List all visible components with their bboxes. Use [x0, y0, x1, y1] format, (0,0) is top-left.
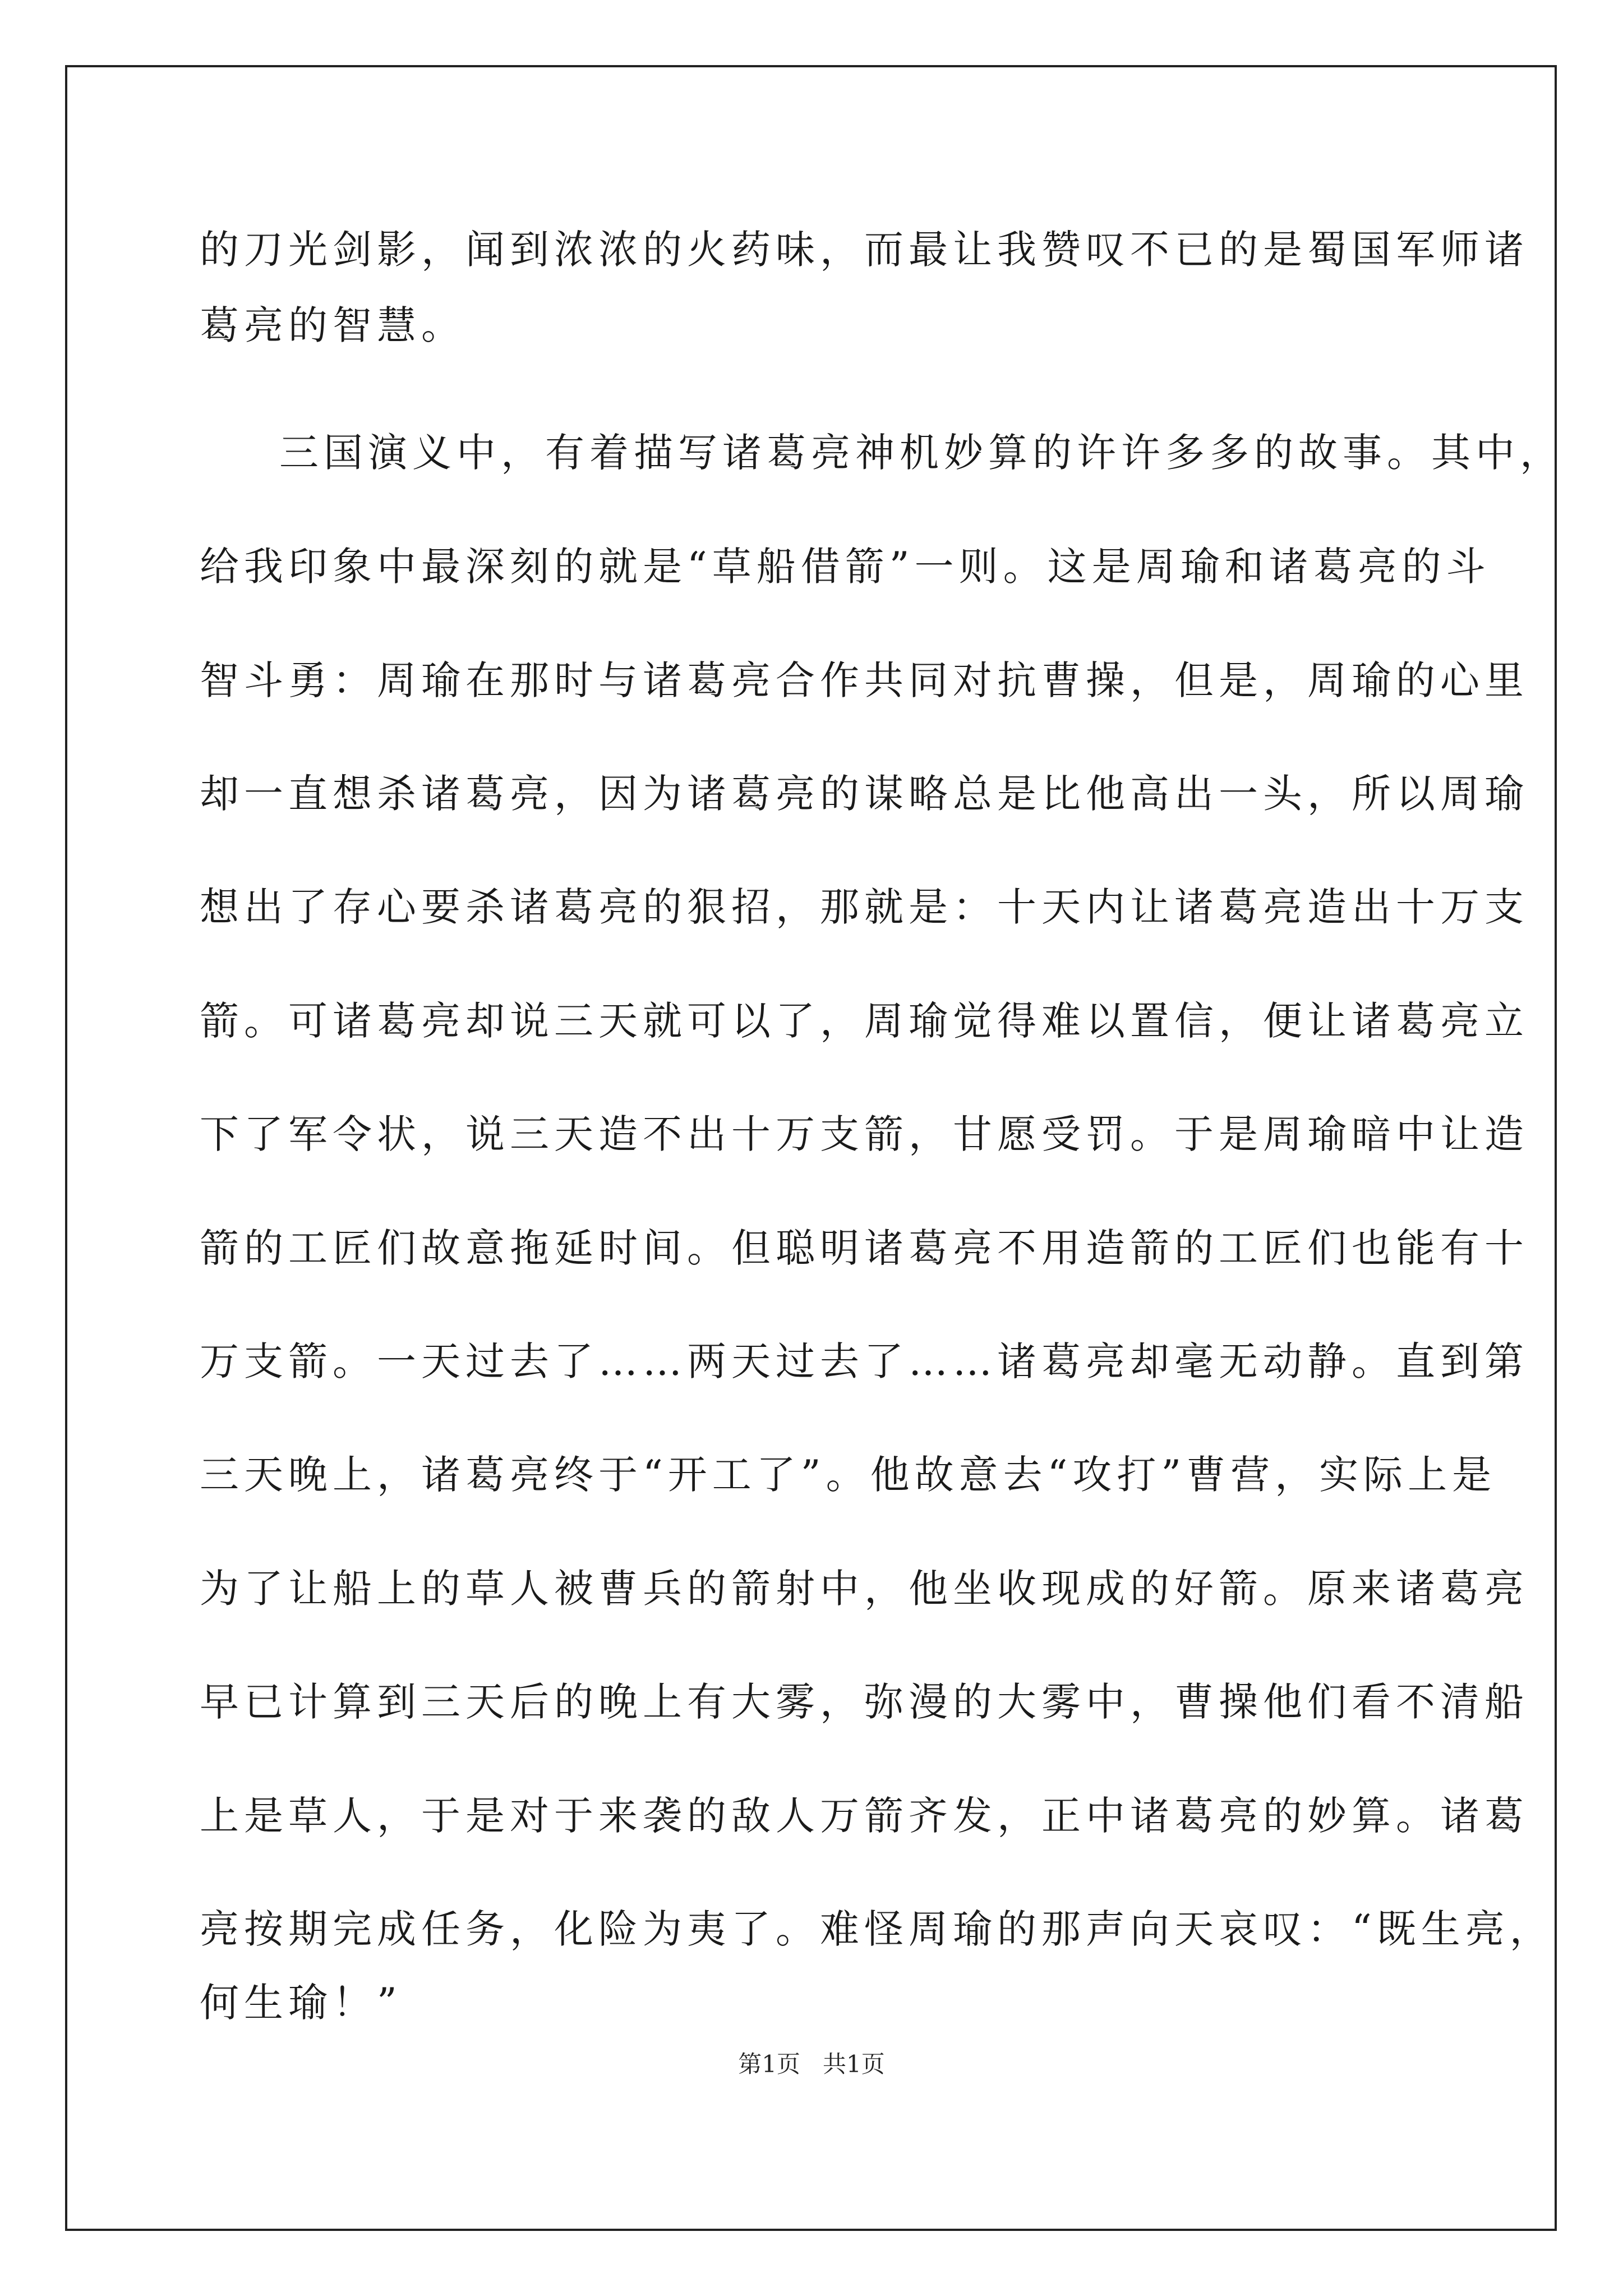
text-line: 万支箭。一天过去了……两天过去了……诸葛亮却毫无动静。直到第	[200, 1338, 1529, 1384]
text-line: 葛亮的智慧。	[200, 302, 465, 348]
text-line: 亮按期完成任务，化险为夷了。难怪周瑜的那声向天哀叹：“既生亮，	[200, 1906, 1554, 1952]
text-line: 箭的工匠们故意拖延时间。但聪明诸葛亮不用造箭的工匠们也能有十	[200, 1225, 1529, 1271]
text-line: 却一直想杀诸葛亮，因为诸葛亮的谋略总是比他高出一头，所以周瑜	[200, 771, 1529, 817]
text-line: 早已计算到三天后的晚上有大雾，弥漫的大雾中，曹操他们看不清船	[200, 1679, 1529, 1725]
text-line: 下了军令状，说三天造不出十万支箭，甘愿受罚。于是周瑜暗中让造	[200, 1111, 1529, 1157]
text-line: 三天晚上，诸葛亮终于“开工了”。他故意去“攻打”曹营，实际上是	[200, 1452, 1497, 1498]
paragraph-first-line: 三国演义中，有着描写诸葛亮神机妙算的许许多多的故事。其中，	[279, 430, 1564, 476]
text-line: 箭。可诸葛亮却说三天就可以了，周瑜觉得难以置信，便让诸葛亮立	[200, 998, 1529, 1044]
page-number-footer: 第1页 共1页	[738, 2050, 885, 2078]
text-line: 的刀光剑影，闻到浓浓的火药味，而最让我赞叹不已的是蜀国军师诸	[200, 227, 1529, 273]
text-line: 上是草人，于是对于来袭的敌人万箭齐发，正中诸葛亮的妙算。诸葛	[200, 1793, 1529, 1839]
text-line: 为了让船上的草人被曹兵的箭射中，他坐收现成的好箭。原来诸葛亮	[200, 1566, 1529, 1612]
text-line: 给我印象中最深刻的就是“草船借箭”一则。这是周瑜和诸葛亮的斗	[200, 544, 1491, 590]
text-line: 想出了存心要杀诸葛亮的狠招，那就是：十天内让诸葛亮造出十万支	[200, 884, 1529, 930]
text-line: 智斗勇：周瑜在那时与诸葛亮合作共同对抗曹操，但是，周瑜的心里	[200, 657, 1529, 703]
text-line: 何生瑜！”	[200, 1980, 402, 2026]
